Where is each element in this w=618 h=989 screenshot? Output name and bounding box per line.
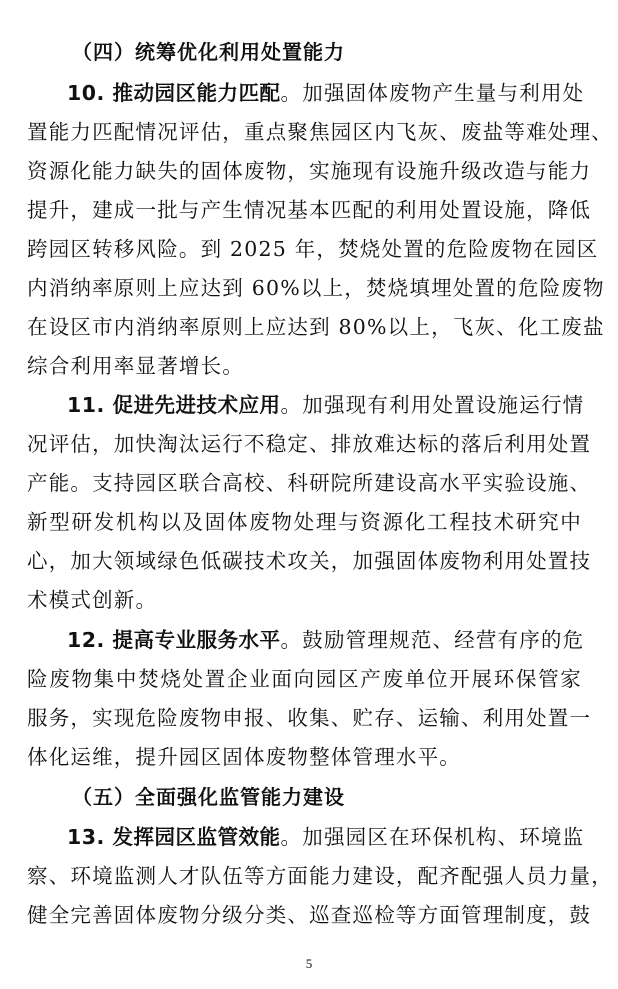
item-12-first-line xyxy=(67,628,585,652)
paragraph-line: 内消纳率原则上应达到 60%以上，焚烧填埋处置的危险废物 xyxy=(27,276,605,300)
item-number: 12. xyxy=(67,628,105,652)
paragraph-line: 在设区市内消纳率原则上应达到 80%以上，飞灰、化工废盐 xyxy=(27,315,605,339)
paragraph-line: 跨园区转移风险。到 2025 年，焚烧处置的危险废物在园区 xyxy=(27,237,599,261)
item-title: 发挥园区监管效能 xyxy=(112,825,281,849)
item-number: 13. xyxy=(67,825,105,849)
paragraph-line: 服务，实现危险废物申报、收集、贮存、运输、利用处置一 xyxy=(27,706,592,730)
paragraph-text: 。加强园区在环保机构、环境监 xyxy=(280,825,585,849)
section-heading-5: （五）全面强化监管能力建设 xyxy=(72,785,345,809)
paragraph-line: 察、环境监测人才队伍等方面能力建设，配齐配强人员力量， xyxy=(27,864,613,888)
paragraph-line: 提升，建成一批与产生情况基本匹配的利用处置设施，降低 xyxy=(27,198,592,222)
section-heading-4: （四）统筹优化利用处置能力 xyxy=(72,40,345,64)
item-13-first-line xyxy=(67,825,585,849)
page-number: 5 xyxy=(305,956,313,971)
item-title: 提高专业服务水平 xyxy=(112,628,281,652)
paragraph-line: 置能力匹配情况评估，重点聚焦园区内飞灰、废盐等难处理、 xyxy=(27,120,613,144)
item-11-first-line xyxy=(67,393,585,417)
item-10-first-line xyxy=(67,81,585,105)
item-title: 推动园区能力匹配 xyxy=(112,81,281,105)
paragraph-line: 体化运维，提升园区固体废物整体管理水平。 xyxy=(27,745,461,769)
item-number: 10. xyxy=(67,81,105,105)
paragraph-line: 资源化能力缺失的固体废物，实施现有设施升级改造与能力 xyxy=(27,159,592,183)
paragraph-line: 心，加大领域绿色低碳技术攻关，加强固体废物利用处置技 xyxy=(27,549,592,573)
paragraph-line: 健全完善固体废物分级分类、巡查巡检等方面管理制度，鼓 xyxy=(27,903,592,927)
paragraph-line: 产能。支持园区联合高校、科研院所建设高水平实验设施、 xyxy=(27,471,592,495)
item-number: 11. xyxy=(67,393,105,417)
paragraph-text: 。加强固体废物产生量与利用处 xyxy=(280,81,585,105)
paragraph-line: 新型研发机构以及固体废物处理与资源化工程技术研究中 xyxy=(27,510,582,534)
paragraph-text: 。加强现有利用处置设施运行情 xyxy=(280,393,585,417)
item-title: 促进先进技术应用 xyxy=(112,393,281,417)
paragraph-line: 险废物集中焚烧处置企业面向园区产废单位开展环保管家 xyxy=(27,667,582,691)
paragraph-line: 综合利用率显著增长。 xyxy=(27,354,244,378)
paragraph-line: 术模式创新。 xyxy=(27,588,158,612)
paragraph-text: 。鼓励管理规范、经营有序的危 xyxy=(280,628,585,652)
paragraph-line: 况评估，加快淘汰运行不稳定、排放难达标的落后利用处置 xyxy=(27,432,592,456)
